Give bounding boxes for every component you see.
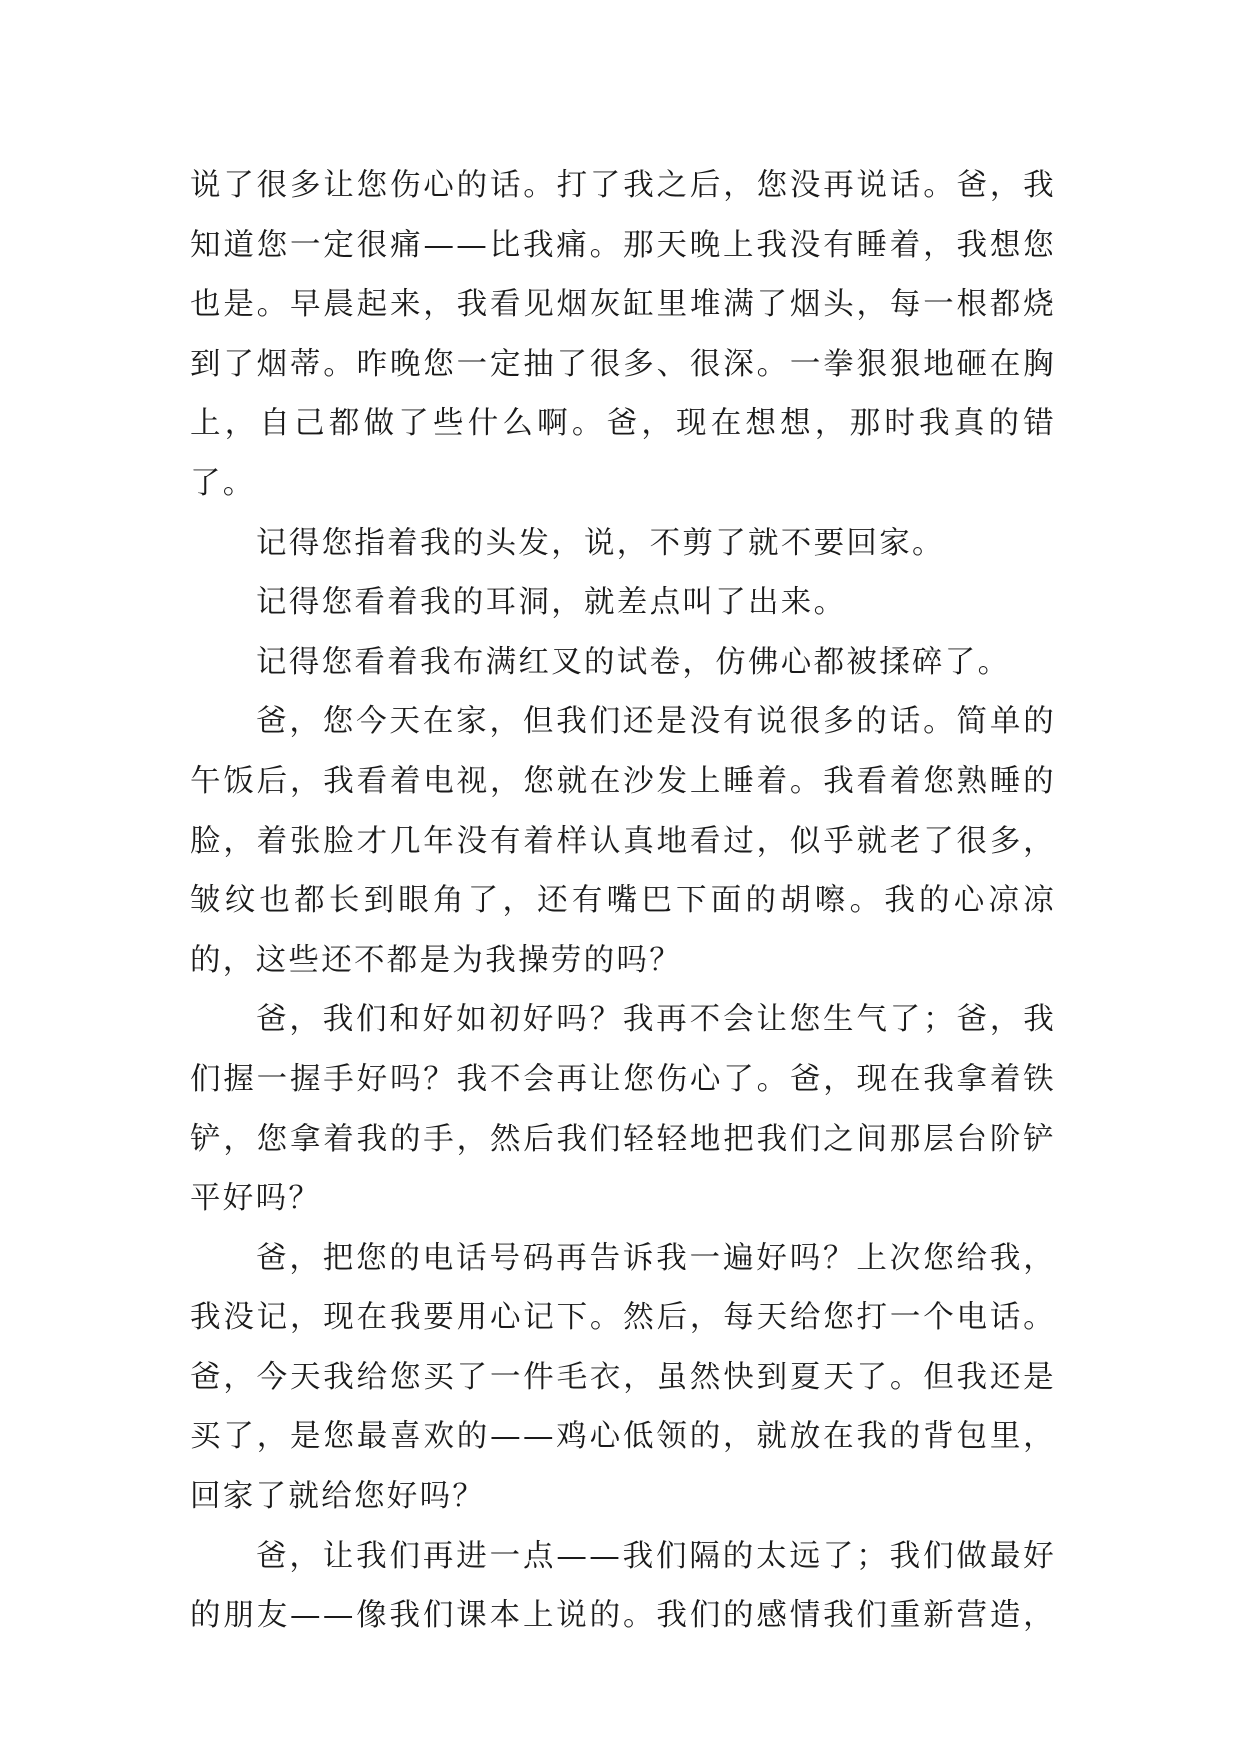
- paragraph: 爸，让我们再进一点——我们隔的太远了；我们做最好的朋友——像我们课本上说的。我们的感情我们重新营造，: [190, 1538, 1056, 1634]
- paragraph: 记得您看着我布满红叉的试卷，仿佛心都被揉碎了。: [256, 644, 1011, 680]
- paragraph: 爸，您今天在家，但我们还是没有说很多的话。简单的午饭后，我看着电视，您就在沙发上睡着。我看着您熟睡的脸，着张脸才几年没有着样认真地看过，似乎就老了很多，皱纹也都长到眼角了，还有嘴巴下面的胡嚓。我的心凉凉的，这些还不都是为我操劳的吗？: [190, 704, 1056, 978]
- paragraph: 记得您看着我的耳洞，就差点叫了出来。: [256, 585, 847, 621]
- paragraph: 爸，我们和好如初好吗？我再不会让您生气了；爸，我们握一握手好吗？我不会再让您伤心了。爸，现在我拿着铁铲，您拿着我的手，然后我们轻轻地把我们之间那层台阶铲平好吗？: [190, 1002, 1056, 1217]
- paragraph: 说了很多让您伤心的话。打了我之后，您没再说话。爸，我知道您一定很痛——比我痛。那天晚上我没有睡着，我想您也是。早晨起来，我看见烟灰缸里堆满了烟头，每一根都烧到了烟蒂。昨晚您一定抽了很多、很深。一拳狠狠地砸在胸上，自己都做了些什么啊。爸，现在想想，那时我真的错了。: [190, 168, 1056, 501]
- paragraph: 爸，把您的电话号码再告诉我一遍好吗？上次您给我，我没记，现在我要用心记下。然后，每天给您打一个电话。爸，今天我给您买了一件毛衣，虽然快到夏天了。但我还是买了，是您最喜欢的——鸡心低领的，就放在我的背包里，回家了就给您好吗？: [190, 1240, 1056, 1515]
- body-text: [190, 156, 1056, 1646]
- paragraph: 记得您指着我的头发，说，不剪了就不要回家。: [256, 525, 945, 561]
